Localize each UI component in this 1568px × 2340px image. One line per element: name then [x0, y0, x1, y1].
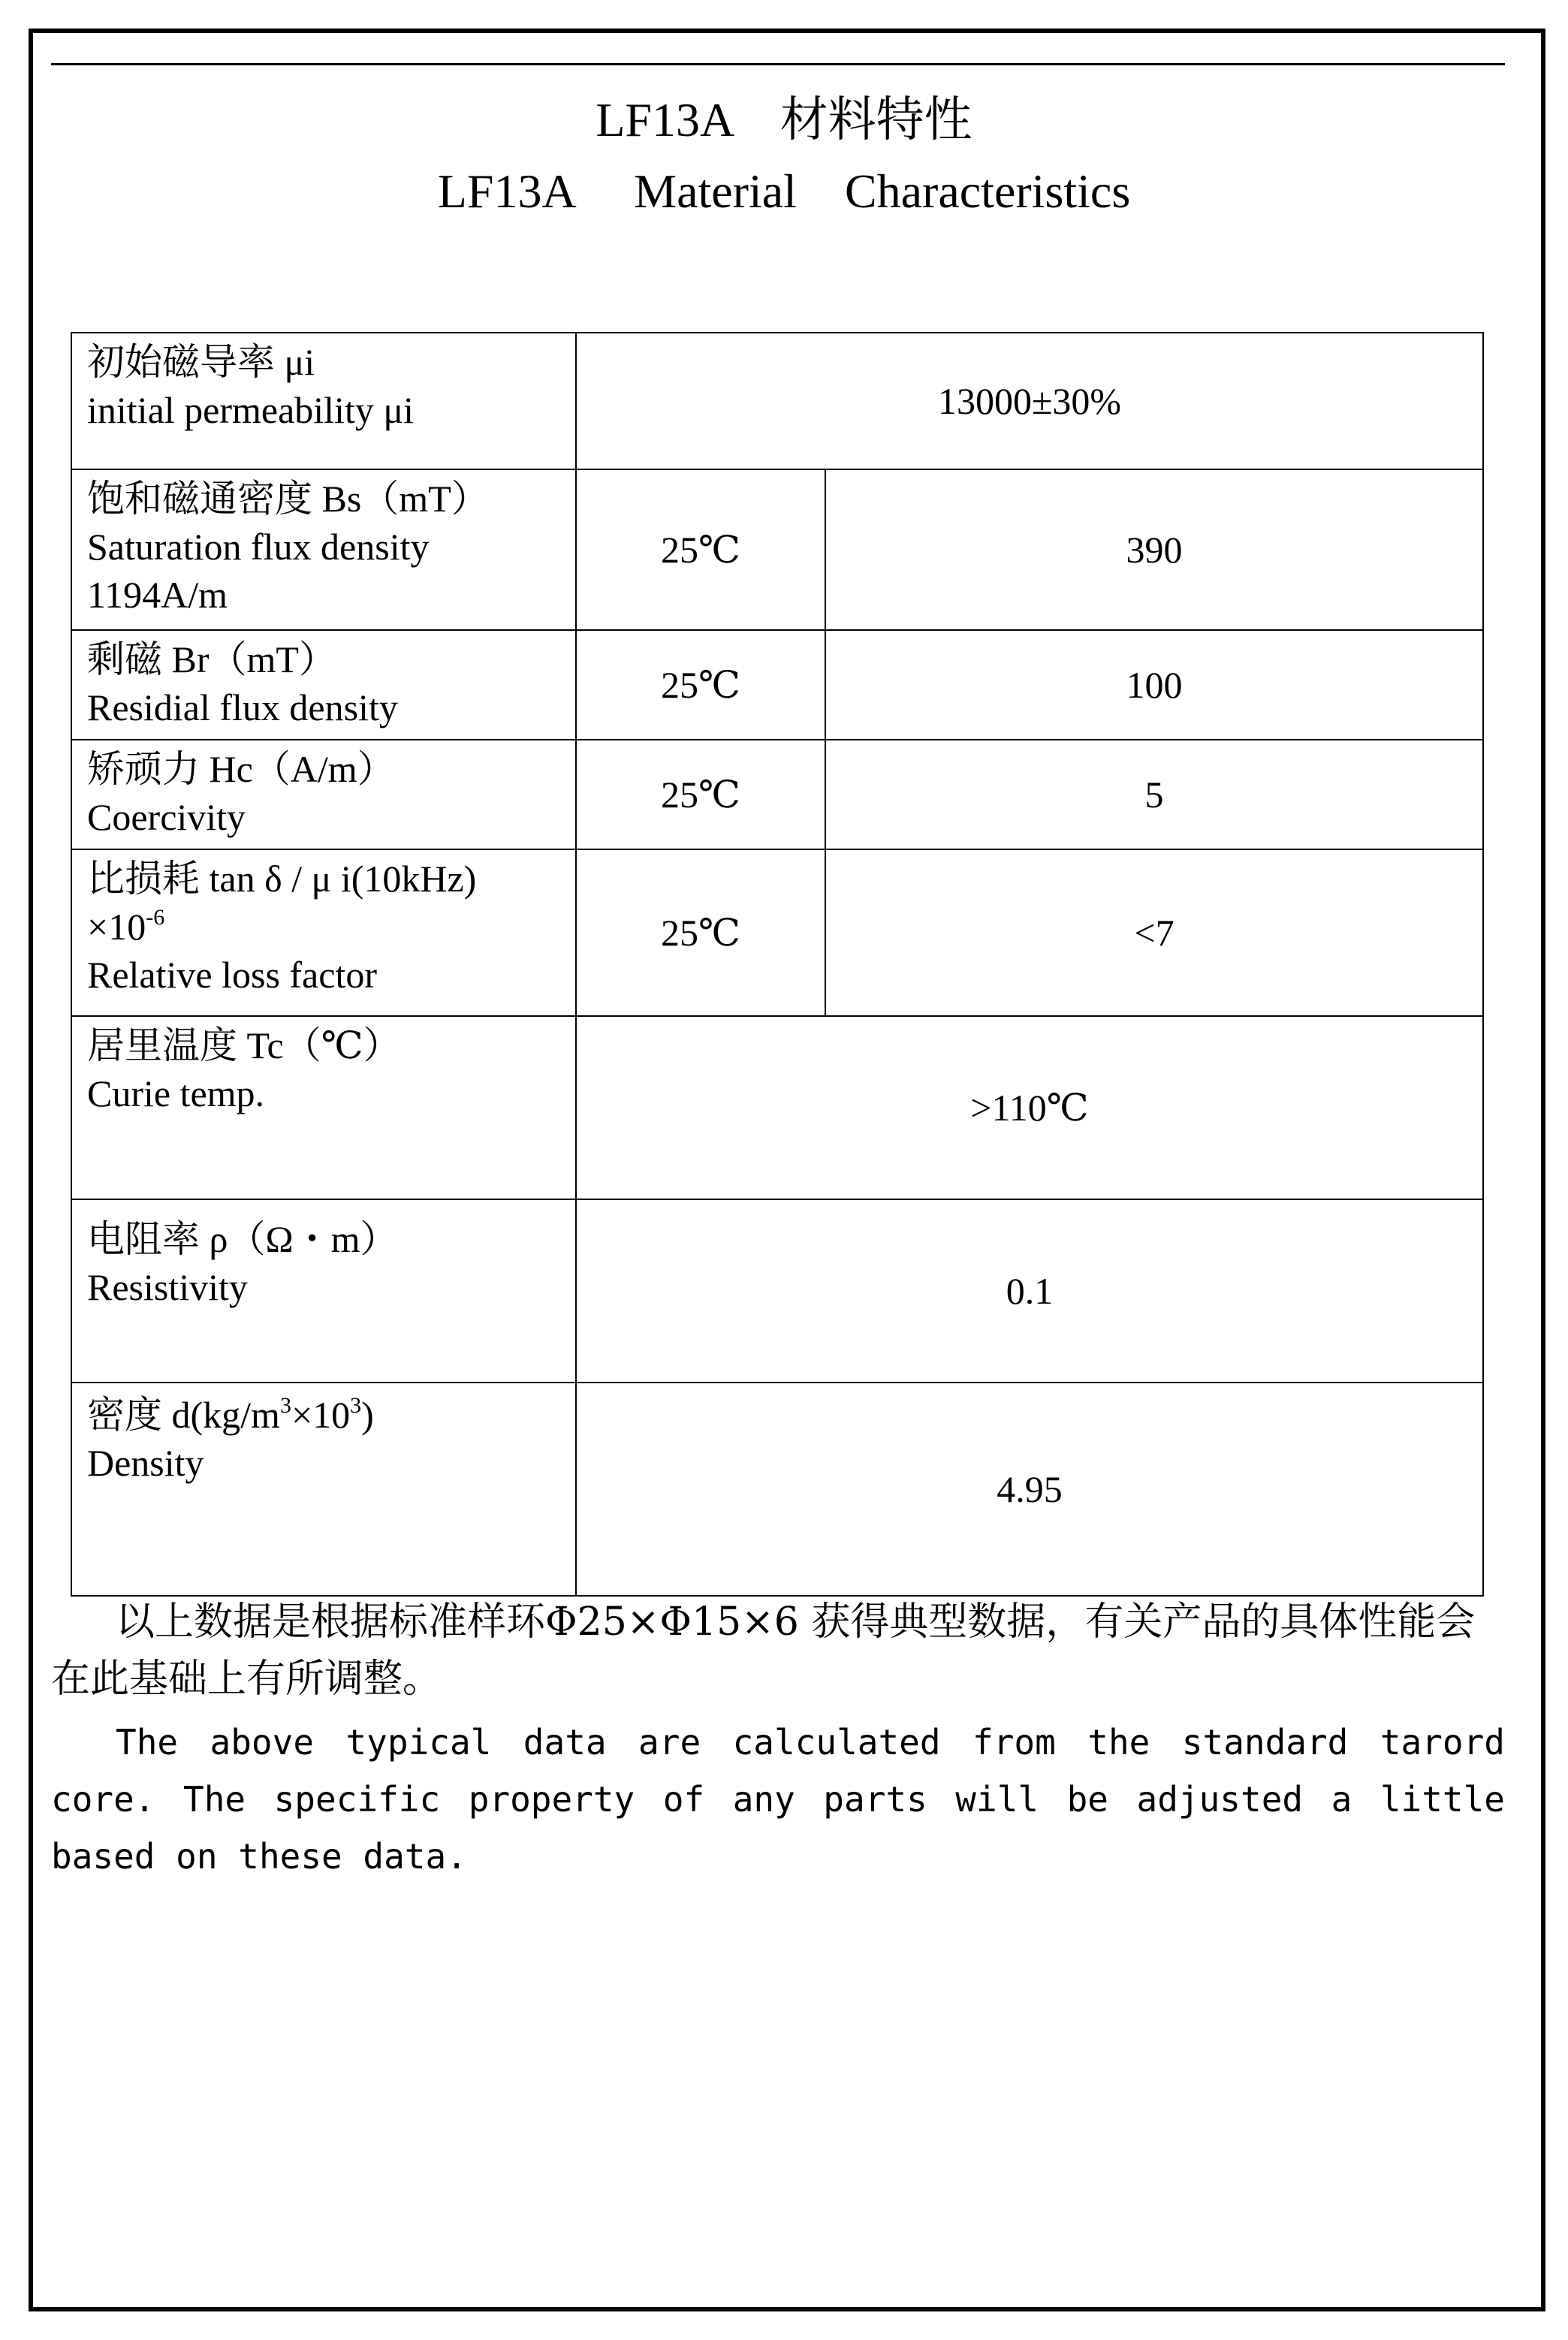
multiplier-base: ×10 [87, 906, 146, 948]
note-chinese [51, 1594, 1505, 1708]
label-en: Residial flux density [87, 686, 398, 728]
title-english: LF13A Material Characteristics [437, 164, 1131, 218]
label-cn: 剩磁 Br（mT） [87, 638, 336, 680]
row-condition: 25℃ [576, 740, 825, 849]
density-unit-exp2: 3 [350, 1393, 362, 1419]
row-label [71, 1016, 576, 1199]
row-condition: 25℃ [576, 630, 825, 740]
row-label [71, 1383, 576, 1596]
row-label [71, 1199, 576, 1383]
table-row [71, 1199, 1483, 1383]
label-cn: 居里温度 Tc（℃） [87, 1024, 401, 1066]
label-en: Curie temp. [87, 1072, 265, 1114]
row-label [71, 469, 576, 630]
density-unit-prefix: 密度 d(kg/m [87, 1394, 280, 1436]
label-cn: 矫顽力 Hc（A/m） [87, 748, 395, 790]
table-row [71, 740, 1483, 849]
label-extra: 1194A/m [87, 574, 228, 616]
density-unit-exp1: 3 [279, 1393, 291, 1419]
row-label [71, 849, 576, 1016]
row-value: 13000±30% [576, 333, 1483, 469]
row-condition: 25℃ [576, 849, 825, 1016]
density-unit-mid: ×10 [291, 1394, 351, 1436]
label-en: Saturation flux density [87, 526, 430, 568]
label-cn: 初始磁导率 μi [87, 341, 315, 383]
row-value: 390 [825, 469, 1483, 630]
label-en: Density [87, 1442, 204, 1484]
table-row [71, 630, 1483, 740]
label-cn: 比损耗 tan δ / μ i(10kHz) [87, 858, 477, 900]
row-value: 4.95 [576, 1383, 1483, 1596]
row-label [71, 333, 576, 469]
row-value: 100 [825, 630, 1483, 740]
header-rule [51, 63, 1505, 65]
label-en: initial permeability μi [87, 389, 415, 431]
label-multiplier [87, 903, 560, 951]
label-cn [87, 1391, 560, 1439]
label-cn: 电阻率 ρ（Ω・m） [87, 1218, 398, 1260]
material-properties-table [71, 332, 1484, 1597]
row-value: >110℃ [576, 1016, 1483, 1199]
note-english-text: The above typical data are calculated from the standard tarord core. The specific property of any parts will be adjusted a little based on these data. [51, 1722, 1505, 1877]
note-english [51, 1714, 1505, 1885]
table-row [71, 849, 1483, 1016]
title-chinese: LF13A 材料特性 [596, 93, 972, 146]
row-label [71, 630, 576, 740]
row-value: 0.1 [576, 1199, 1483, 1383]
label-cn: 饱和磁通密度 Bs（mT） [87, 478, 489, 520]
density-unit-suffix: ) [361, 1394, 374, 1436]
row-label [71, 740, 576, 849]
multiplier-exponent: -6 [146, 905, 165, 930]
table-row [71, 469, 1483, 630]
row-value: 5 [825, 740, 1483, 849]
table-row [71, 333, 1483, 469]
label-en: Resistivity [87, 1266, 248, 1308]
label-en: Coercivity [87, 796, 246, 838]
label-en: Relative loss factor [87, 954, 377, 996]
row-condition: 25℃ [576, 469, 825, 630]
row-value: <7 [825, 849, 1483, 1016]
note-chinese-text: 以上数据是根据标准样环Φ25×Φ15×6 获得典型数据，有关产品的具体性能会在此基础上有所调整。 [51, 1600, 1476, 1702]
table-row [71, 1016, 1483, 1199]
table-row [71, 1383, 1483, 1596]
